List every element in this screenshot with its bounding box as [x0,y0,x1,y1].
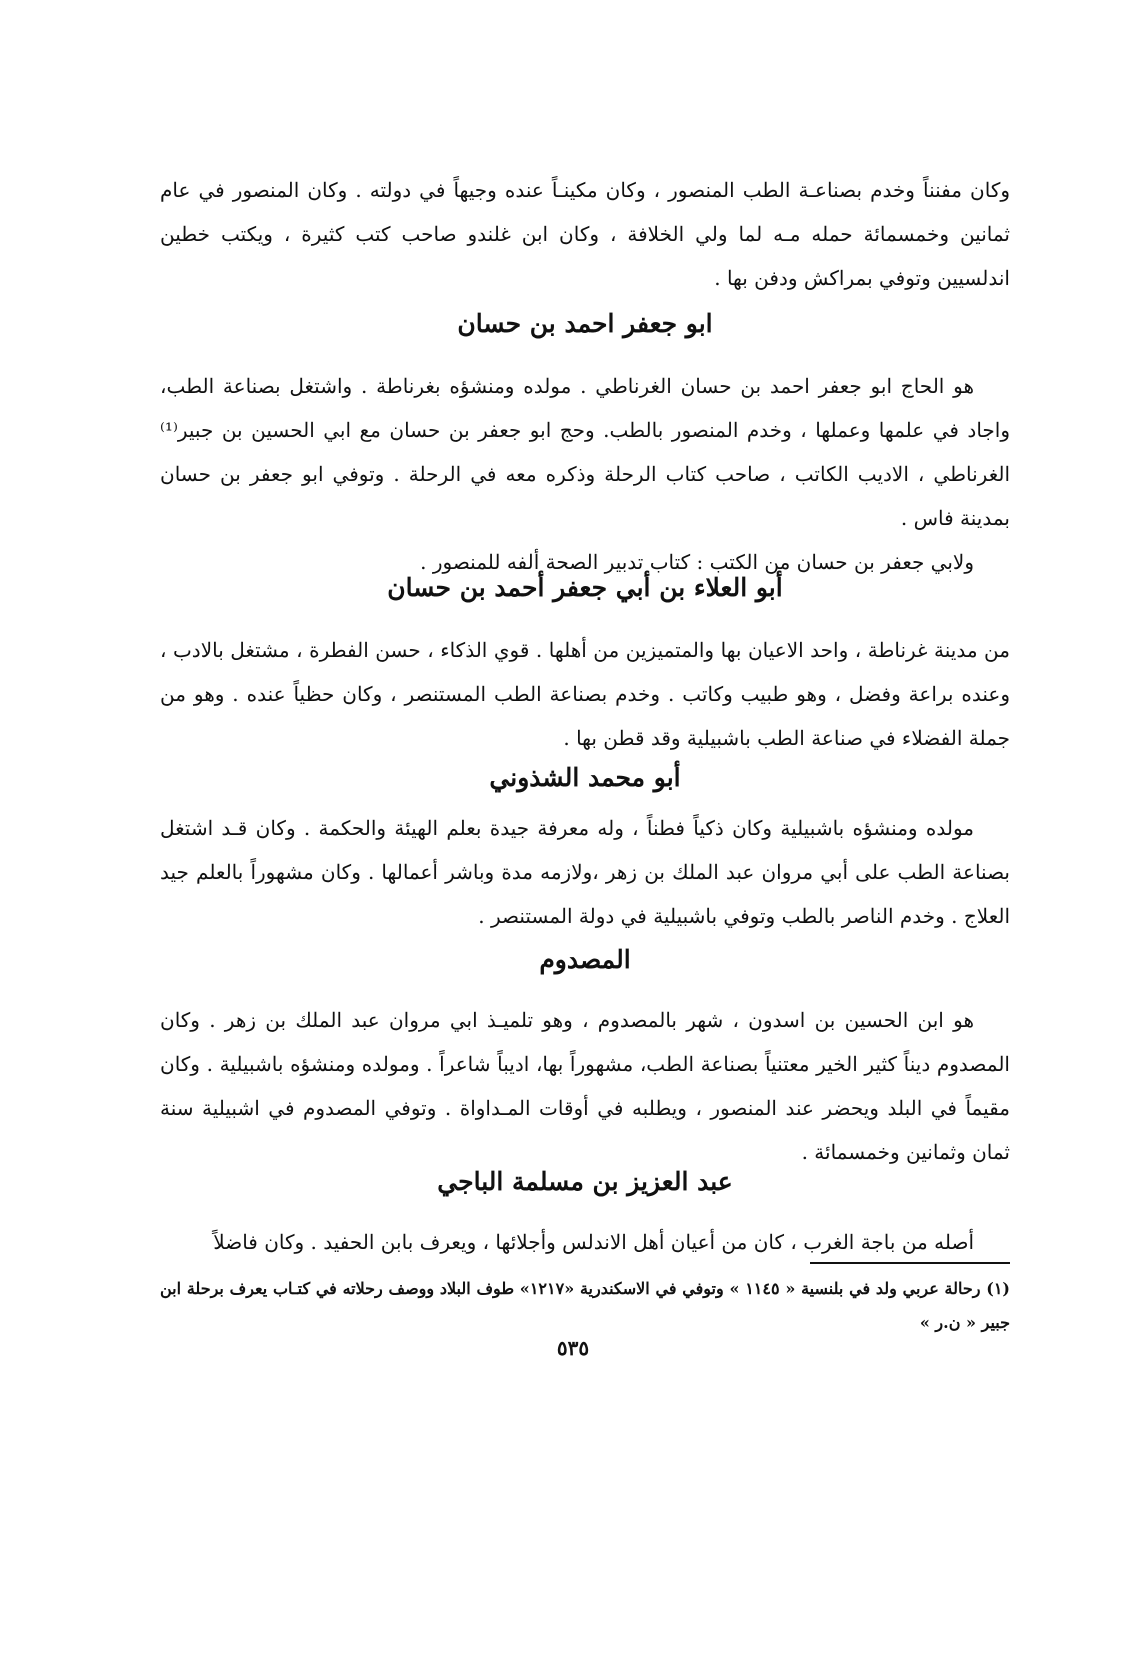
section-body [160,1220,1010,1264]
paragraph: مولده ومنشؤه باشبيلية وكان ذكياً فطناً ، وله معرفة جيدة بعلم الهيئة والحكمة . وكان قـد اشتغل بصناعة الطب على أبي مروان عبد الملك بن زهر ،ولازمه مدة وباشر أعمالها . وكان مشهوراً بالعلم جيد العلاج . وخدم الناصر بالطب وتوفي باشبيلية في دولة المستنصر . [160,816,1010,928]
section-body [160,628,1010,760]
paragraph: أصله من باجة الغرب ، كان من أعيان أهل الاندلس وأجلائها ، ويعرف بابن الحفيد . وكان فاضلاً [213,1230,974,1254]
section-body [160,364,1010,584]
paragraph: هو الحاج ابو جعفر احمد بن حسان الغرناطي . مولده ومنشؤه بغرناطة . واشتغل بصناعة الطب، واجاد في علمها وعملها ، وخدم المنصور بالطب. وحج ابو جعفر بن حسان مع ابي الحسين بن جبير⁽¹⁾ الغرناطي ، الاديب الكاتب ، صاحب كتاب الرحلة وذكره معه في الرحلة . وتوفي ابو جعفر بن حسان بمدينة فاس . [160,374,1010,530]
section-heading: ابو جعفر احمد بن حسان [457,309,713,338]
paragraph: ولابي جعفر بن حسان من الكتب : كتاب تدبير الصحة ألفه للمنصور . [420,550,974,574]
paragraph: وكان مفنناً وخدم بصناعـة الطب المنصور ، وكان مكينـاً عنده وجيهاً في دولته . وكان المنصور في عام ثمانين وخمسمائة حمله مـه لما ولي الخلافة ، وكان ابن غلندو صاحب كتب كثيرة ، ويكتب خطين اندلسيين وتوفي بمراكش ودفن بها . [160,178,1010,290]
section-heading: المصدوم [539,945,631,974]
paragraph: هو ابن الحسين بن اسدون ، شهر بالمصدوم ، وهو تلميـذ ابي مروان عبد الملك بن زهر . وكان المصدوم ديناً كثير الخير معتنياً بصناعة الطب، مشهوراً بها، اديباً شاعراً . ومولده ومنشؤه باشبيلية . وكان مقيماً في البلد ويحضر عند المنصور ، ويطلبه في أوقات المـداواة . وتوفي المصدوم في اشبيلية سنة ثمان وثمانين وخمسمائة . [160,1008,1010,1164]
section-body [160,998,1010,1174]
continuation-paragraph-block [160,168,1010,300]
paragraph: من مدينة غرناطة ، واحد الاعيان بها والمتميزين من أهلها . قوي الذكاء ، حسن الفطرة ، مشتغل بالادب ، وعنده براعة وفضل ، وهو طبيب وكاتب . وخدم بصناعة الطب المستنصر ، وكان حظياً عنده . وهو من جملة الفضلاء في صناعة الطب باشبيلية وقد قطن بها . [160,638,1010,750]
section-body [160,806,1010,938]
section-heading: عبد العزيز بن مسلمة الباجي [437,1167,733,1196]
footnote-divider [810,1262,1010,1264]
footnote: (١) رحالة عربي ولد في بلنسية « ١١٤٥ » وتوفي في الاسكندرية «١٢١٧» طوف البلاد ووصف رحلاته في كتـاب يعرف برحلة ابن جبير « ن.ر » [160,1279,1010,1332]
section-heading: أبو العلاء بن أبي جعفر أحمد بن حسان [387,573,783,602]
section-heading: أبو محمد الشذوني [489,763,681,792]
page-number: ٥٣٥ [556,1336,590,1360]
